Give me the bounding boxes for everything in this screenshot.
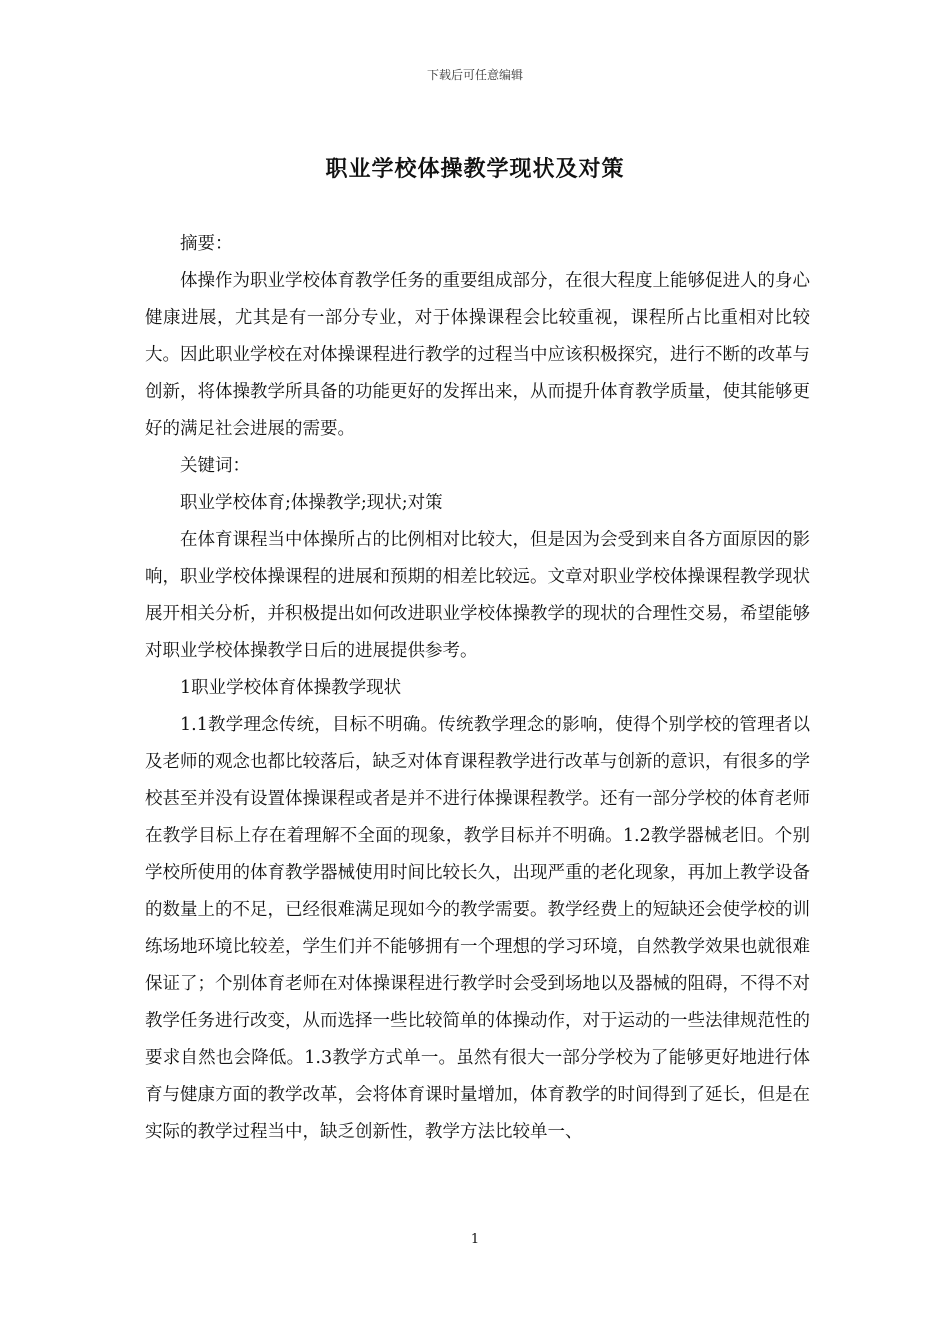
section-heading: 1职业学校体育体操教学现状: [180, 678, 402, 698]
intro-paragraph: 在体育课程当中体操所占的比例相对比较大，但是因为会受到来自各方面原因的影响，职业学校体操课程的进展和预期的相差比较远。文章对职业学校体操课程教学现状展开相关分析，并积极提出如何改进职业学校体操教学的现状的合理性交易，希望能够对职业学校体操教学日后的进展提供参考。: [145, 530, 810, 661]
keywords-list: 职业学校体育;体操教学;现状;对策: [180, 493, 443, 513]
page-number: 1: [470, 1232, 480, 1247]
abstract-paragraph: 体操作为职业学校体育教学任务的重要组成部分，在很大程度上能够促进人的身心健康进展，尤其是有一部分专业，对于体操课程会比较重视，课程所占比重相对比较大。因此职业学校在对体操课程进行教学的过程当中应该积极探究，进行不断的改革与创新，将体操教学所具备的功能更好的发挥出来，从而提升体育教学质量，使其能够更好的满足社会进展的需要。: [145, 271, 810, 439]
page-header-note: 下载后可任意编辑: [426, 68, 523, 82]
section-paragraph: 1.1教学理念传统，目标不明确。传统教学理念的影响，使得个别学校的管理者以及老师的观念也都比较落后，缺乏对体育课程教学进行改革与创新的意识，有很多的学校甚至并没有设置体操课程或者是并不进行体操课程教学。还有一部分学校的体育老师在教学目标上存在着理解不全面的现象，教学目标并不明确。1.2教学器械老旧。个别学校所使用的体育教学器械使用时间比较长久，出现严重的老化现象，再加上教学设备的数量上的不足，已经很难满足现如今的教学需要。教学经费上的短缺还会使学校的训练场地环境比较差，学生们并不能够拥有一个理想的学习环境，自然教学效果也就很难保证了；个别体育老师在对体操课程进行教学时会受到场地以及器械的阻碍，不得不对教学任务进行改变，从而选择一些比较简单的体操动作，对于运动的一些法律规范性的要求自然也会降低。1.3教学方式单一。虽然有很大一部分学校为了能够更好地进行体育与健康方面的教学改革，会将体育课时量增加，体育教学的时间得到了延长，但是在实际的教学过程当中，缺乏创新性，教学方法比较单一、: [145, 715, 810, 1142]
abstract-heading: 摘要：: [180, 234, 233, 254]
document-body: [145, 226, 810, 1151]
keywords-heading: 关键词：: [180, 456, 250, 476]
document-title: 职业学校体操教学现状及对策: [325, 156, 625, 182]
